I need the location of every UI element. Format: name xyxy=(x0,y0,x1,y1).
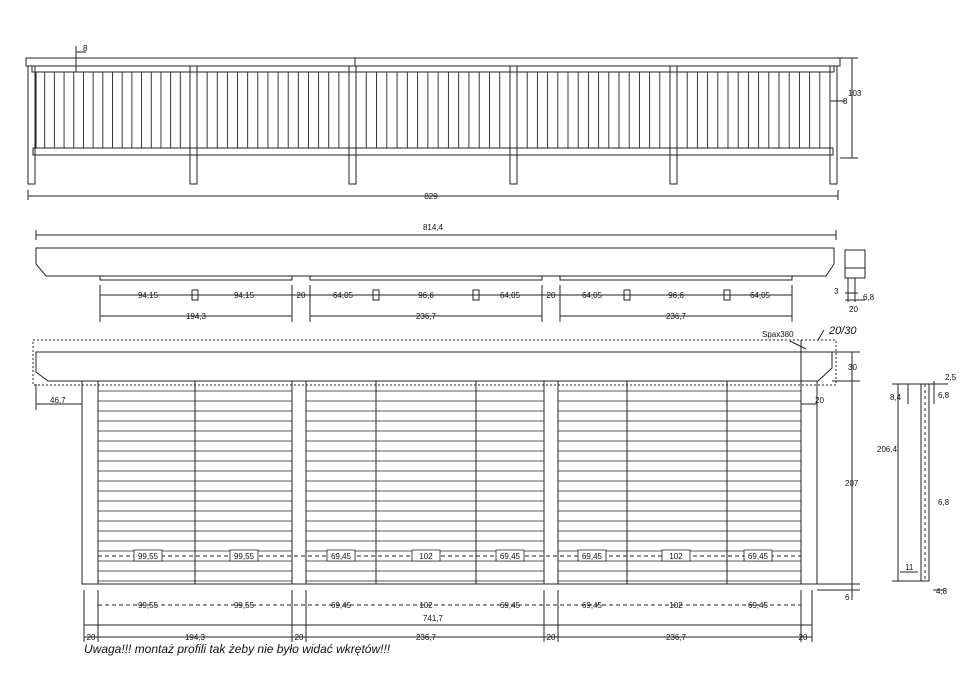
dim-rail-gap: 8 xyxy=(843,97,848,106)
slat-width-label: 102 xyxy=(669,552,683,561)
dim-seg: 94,15 xyxy=(137,291,159,300)
slat-width-label: 99,55 xyxy=(233,552,255,561)
dim-seg: 96,6 xyxy=(418,291,434,300)
dim-section: 20 xyxy=(849,305,858,314)
slat-width-label: 69,45 xyxy=(581,552,603,561)
dim-seg: 64,05 xyxy=(499,291,521,300)
slat-width-label: 102 xyxy=(419,552,433,561)
dim-profile: 6,8 xyxy=(938,498,950,507)
fence-post xyxy=(349,66,356,184)
fence-post xyxy=(670,66,677,184)
fence-upper-rail xyxy=(32,66,834,72)
beam-outline-dashed xyxy=(33,340,836,385)
beam-plate xyxy=(310,276,542,280)
dim-span: 741,7 xyxy=(422,614,444,623)
bottom-sum-label: 236,7 xyxy=(665,633,687,642)
beam-body xyxy=(36,248,834,276)
front-post xyxy=(292,381,306,584)
dim-post-height: 207 xyxy=(845,479,859,488)
dim-seg: 64,05 xyxy=(332,291,354,300)
beam-plate xyxy=(100,276,292,280)
dim-sum: 236,7 xyxy=(665,312,687,321)
front-post xyxy=(801,381,817,584)
slat-width-label: 69,45 xyxy=(330,552,352,561)
slat-width-label: 99,55 xyxy=(137,552,159,561)
dim-profile: 11 xyxy=(905,563,914,572)
bottom-width-label: 99,55 xyxy=(233,601,255,610)
front-beam xyxy=(36,352,832,381)
fence-post xyxy=(830,66,837,184)
fence-bottom-rail xyxy=(33,148,833,155)
front-post xyxy=(544,381,558,584)
dim-section: 3 xyxy=(834,287,839,296)
dim-seg: 64,05 xyxy=(581,291,603,300)
dim-top-left: 8 xyxy=(83,44,88,53)
dim-profile: 2,5 xyxy=(945,373,957,382)
dim-seg: 20 xyxy=(296,291,306,300)
fence-top-rail xyxy=(26,58,840,66)
bottom-width-label: 102 xyxy=(419,601,433,610)
dim-beam-height: 30 xyxy=(848,363,857,372)
dim-height: 103 xyxy=(848,89,862,98)
dim-profile: 8,4 xyxy=(890,393,902,402)
bottom-sum-label: 20 xyxy=(798,633,808,642)
fence-post xyxy=(510,66,517,184)
front-view xyxy=(33,330,860,642)
bottom-width-label: 69,45 xyxy=(330,601,352,610)
dim-gap: 6 xyxy=(845,593,850,602)
dim-overhang: 46,7 xyxy=(50,396,66,405)
dim-sum: 194,3 xyxy=(185,312,207,321)
dimension-labels xyxy=(50,44,957,623)
screw-label: Spax380 xyxy=(762,330,794,339)
bottom-dimension-labels xyxy=(87,601,808,642)
dim-sum: 236,7 xyxy=(415,312,437,321)
bottom-sum-label: 20 xyxy=(86,633,96,642)
dim-section: 6,8 xyxy=(863,293,875,302)
bottom-sum-label: 236,7 xyxy=(415,633,437,642)
beam-section xyxy=(845,250,865,278)
fence-elevation xyxy=(26,46,858,200)
profile-section xyxy=(892,381,948,590)
bottom-sum-label: 20 xyxy=(546,633,556,642)
top-beam xyxy=(36,230,865,322)
dim-seg: 20 xyxy=(546,291,556,300)
bottom-width-label: 99,55 xyxy=(137,601,159,610)
dim-seg: 64,05 xyxy=(749,291,771,300)
dim-seg: 96,6 xyxy=(668,291,684,300)
bottom-width-label: 69,45 xyxy=(581,601,603,610)
fence-post xyxy=(190,66,197,184)
dim-beam-length: 814,4 xyxy=(422,223,444,232)
dim-seg: 94,15 xyxy=(233,291,255,300)
slat-width-labels xyxy=(134,550,772,561)
dim-fraction: 20/30 xyxy=(829,325,857,337)
bottom-width-label: 102 xyxy=(669,601,683,610)
dim-profile: 4,8 xyxy=(936,587,948,596)
bottom-width-label: 69,45 xyxy=(747,601,769,610)
beam-plate xyxy=(560,276,792,280)
bottom-sum-label: 20 xyxy=(294,633,304,642)
dim-profile-height: 206,4 xyxy=(877,445,898,454)
bottom-sum-label: 194,3 xyxy=(184,633,206,642)
front-post xyxy=(82,381,98,584)
dim-profile: 6,8 xyxy=(938,391,950,400)
dim-post-width: 20 xyxy=(815,396,824,405)
bottom-width-label: 69,45 xyxy=(499,601,521,610)
slat-width-label: 69,45 xyxy=(747,552,769,561)
fence-post xyxy=(28,66,35,184)
slat-width-label: 69,45 xyxy=(499,552,521,561)
dim-total-length: 829 xyxy=(424,192,438,201)
mounting-note: Uwaga!!! montaż profili tak żeby nie było widać wkrętów!!! xyxy=(84,642,391,656)
